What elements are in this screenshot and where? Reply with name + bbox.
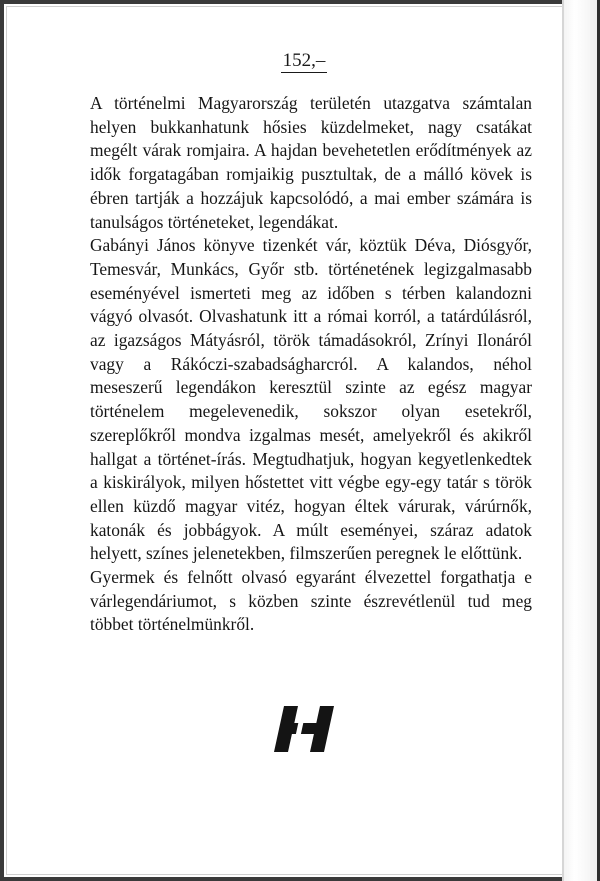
book-spine-edge — [562, 0, 600, 881]
blurb-paragraph-1: A történelmi Magyarország területén utazgatva számtalan helyen bukkanhatunk hősies küzdelmeket, nagy csatákat megélt várak romjaira. A hajdan bevehetetlen erődítmények az idők forgatagában romjaikig pusztultak, de a málló kövek is ébren tartják a hozzájuk kapcsolódó, a mai ember számára is tanulságos történeteket, legendákat. — [90, 93, 532, 232]
publisher-h-logo-icon — [274, 704, 334, 754]
blurb-paragraph-3: Gyermek és felnőtt olvasó egyaránt élvezettel forgathatja e várlegendáriumot, s közben szinte észrevétlenül tud meg többet történelmünkről. — [90, 567, 532, 635]
price-label — [4, 50, 600, 72]
price-text: 152,– — [282, 50, 326, 71]
blurb-paragraph-2: Gabányi János könyve tizenkét vár, köztük Déva, Diósgyőr, Temesvár, Munkács, Győr stb. történetének legizgalmasabb eseményével ismerteti meg az időben s térben kalandozni vágyó olvasót. Olvashatunk itt a római korról, a tatárdúlásról, az igazságos Mátyásról, török támadásokról, Zrínyi Ilonáról vagy a Rákóczi-szabadságharcról. A kalandos, néhol meseszerű legendákon keresztül szinte az egész magyar történelem megelevenedik, sokszor olyan esetekről, szereplőkről mondva izgalmas mesét, amelyekről és akikről hallgat a történet-írás. Megtudhatjuk, hogyan kegyetlenkedtek a kiskirályok, milyen hőstettet vitt végbe egy-egy tatár s török ellen küzdő magyar vitéz, hogyan éltek várurak, várúrnők, katonák és jobbágyok. A múlt eseményei, száraz adatok helyett, színes jelenetekben, filmszerűen peregnek le előttünk. — [90, 235, 532, 564]
blurb-text — [90, 92, 532, 637]
